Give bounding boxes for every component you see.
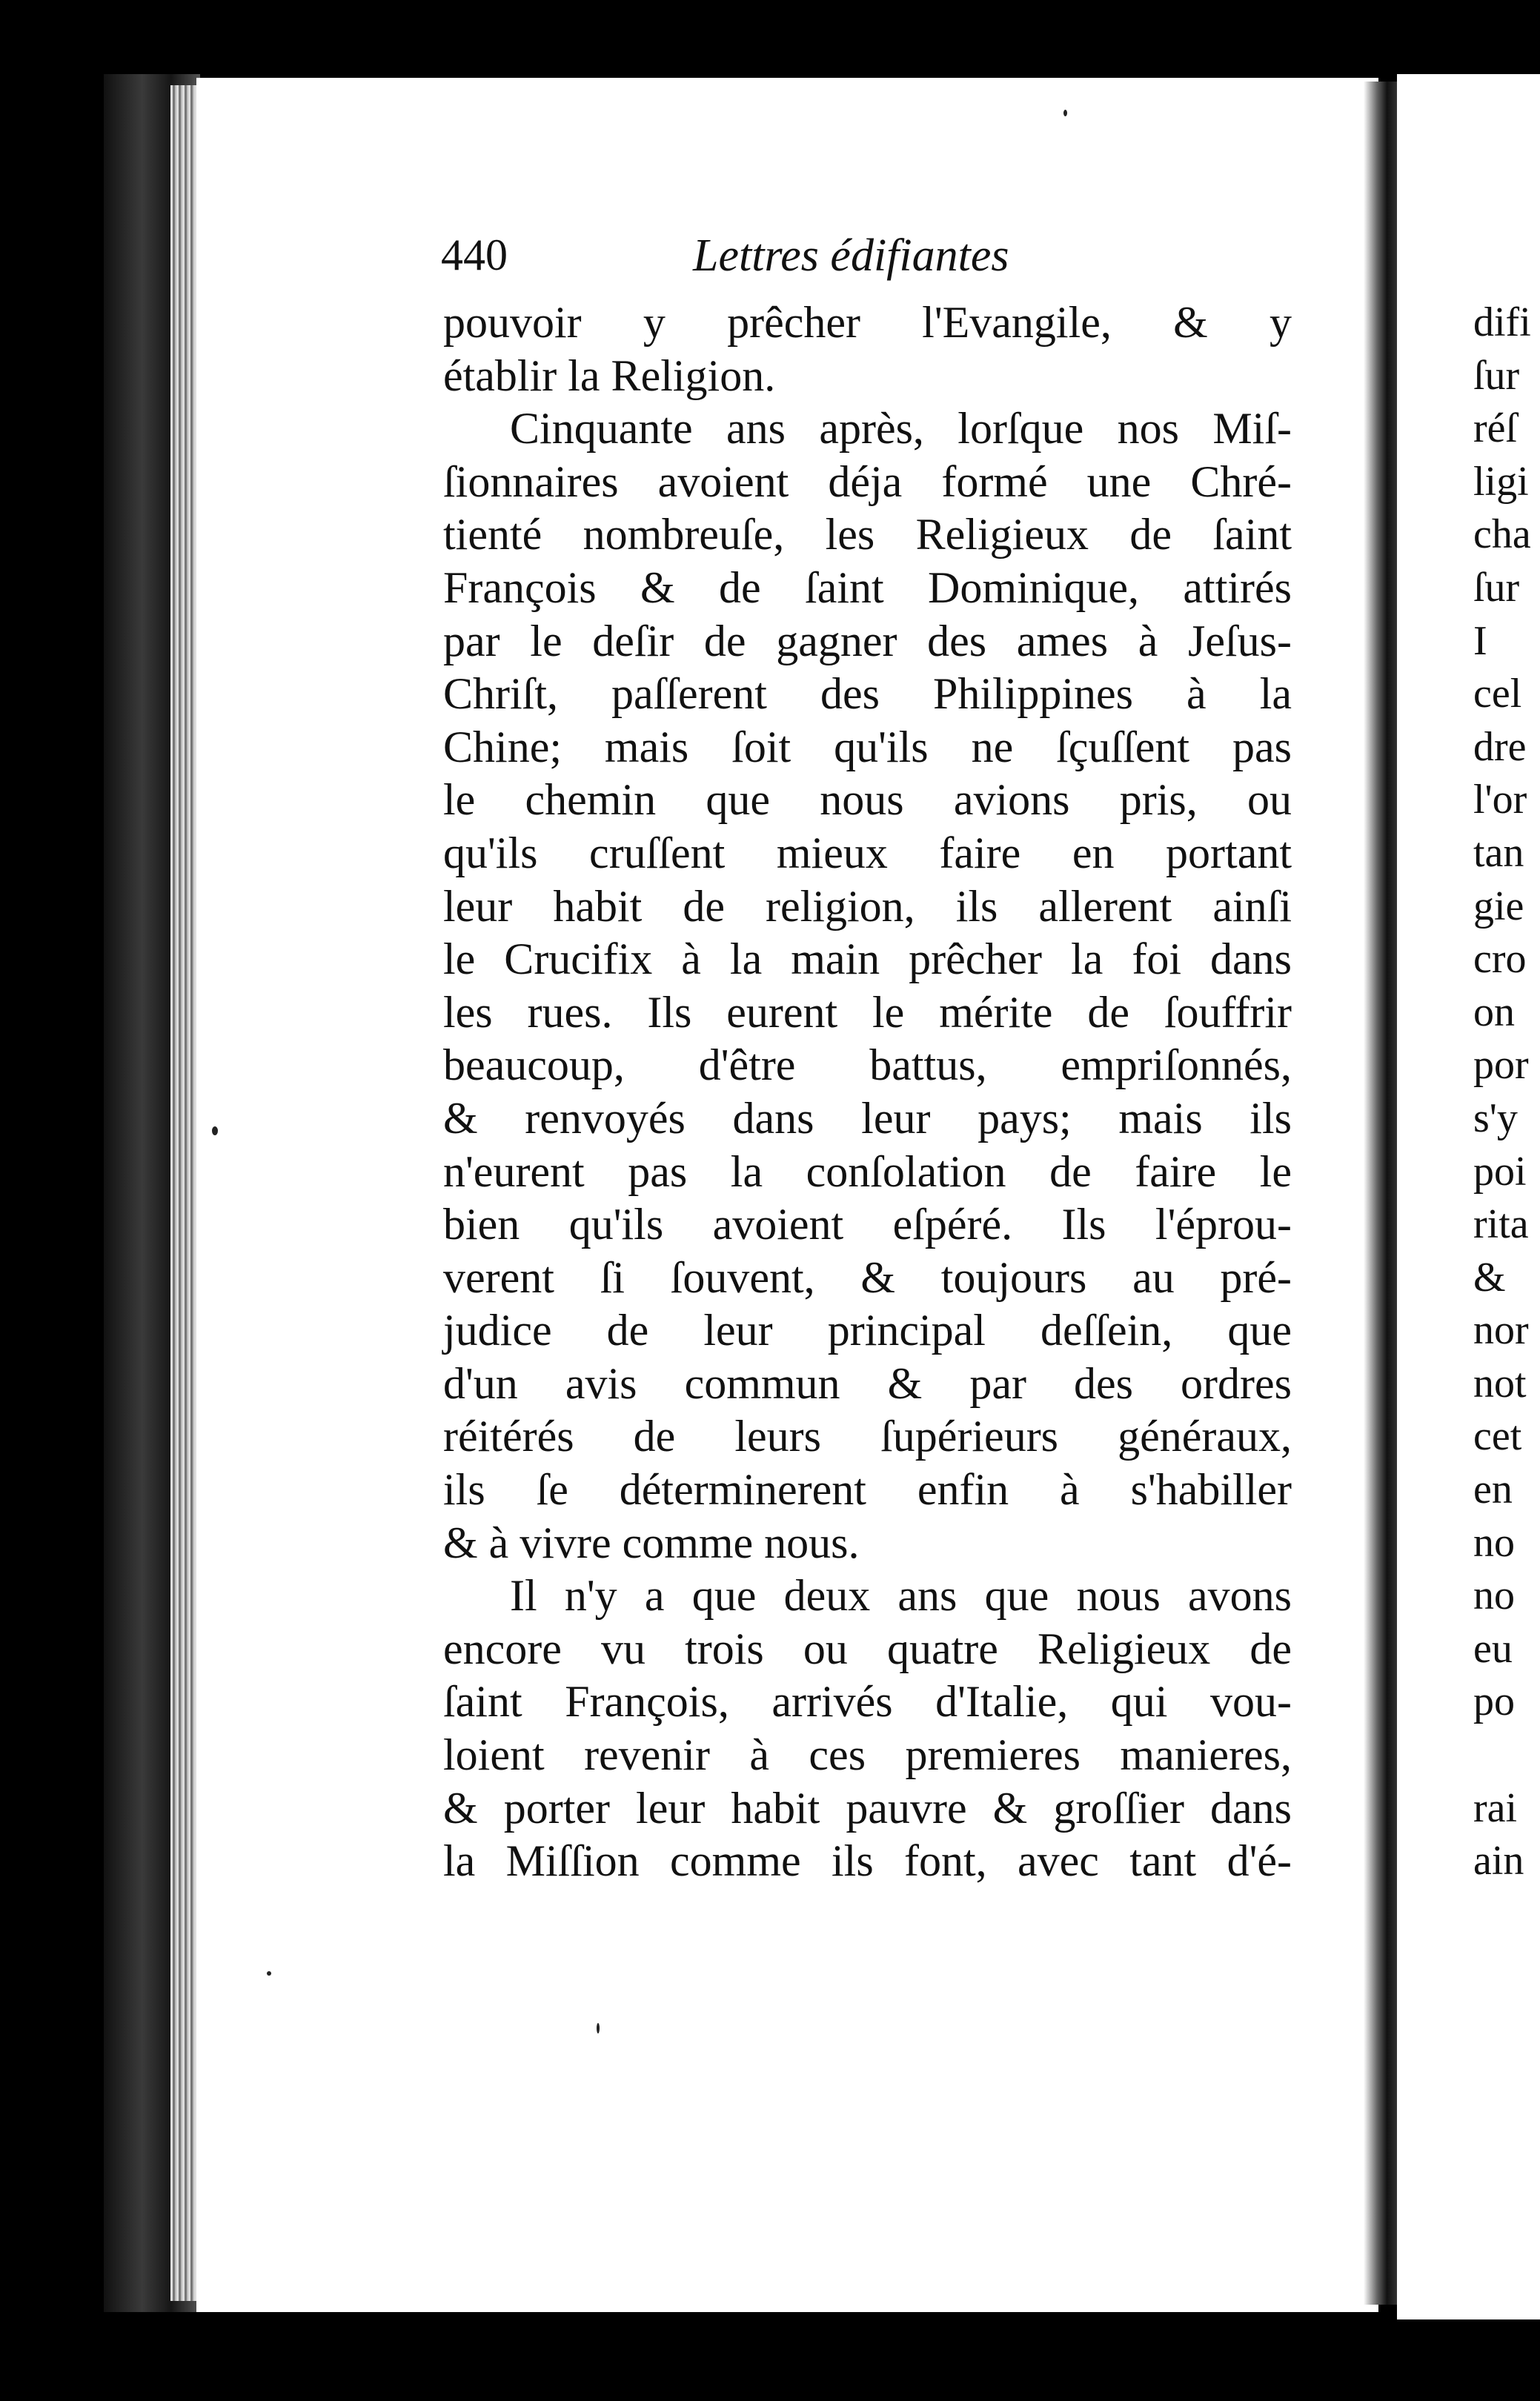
right-page-fragment: rai <box>1473 1784 1518 1831</box>
right-page-fragment: cel <box>1473 671 1522 717</box>
text-line: & à vivre comme nous. <box>443 1518 860 1567</box>
right-page-fragment: po <box>1473 1678 1515 1725</box>
right-page-fragment: difi <box>1473 299 1531 345</box>
right-page-fragment: no <box>1473 1519 1515 1566</box>
right-page-fragment: gie <box>1473 883 1524 929</box>
right-page-fragment: en <box>1473 1467 1513 1513</box>
text-line: les rues. Ils eurent le mérite de ſouffrir <box>443 987 1292 1037</box>
book-gutter <box>1364 82 1397 2305</box>
text-line: le Crucifix à la main prêcher la foi dans <box>443 934 1292 984</box>
text-line: réitérés de leurs ſupérieurs généraux, <box>443 1412 1292 1461</box>
text-line: leur habit de religion, ils allerent ainſi <box>443 881 1292 931</box>
page-edges <box>170 85 200 2301</box>
right-page-fragment: réſ <box>1473 405 1518 452</box>
body-text <box>443 296 1292 1888</box>
text-line: Chriſt, paſſerent des Philippines à la <box>443 669 1292 719</box>
right-page-fragment: ain <box>1473 1838 1524 1884</box>
right-page-fragment: not <box>1473 1360 1527 1407</box>
right-page-fragment: dre <box>1473 723 1527 770</box>
text-line: verent ſi ſouvent, & toujours au pré- <box>443 1252 1292 1302</box>
right-page-fragment: cro <box>1473 936 1527 983</box>
right-page-fragment <box>1473 1729 1540 1782</box>
text-line: Cinquante ans après, lorſque nos Miſ- <box>510 404 1292 454</box>
right-page-fragment: ſur <box>1473 564 1520 611</box>
running-title: Lettres édifiantes <box>693 230 1009 281</box>
text-line: Il n'y a que deux ans que nous avons <box>510 1571 1292 1621</box>
text-line: qu'ils cruſſent mieux faire en portant <box>443 828 1292 877</box>
text-line: n'eurent pas la conſolation de faire le <box>443 1146 1292 1196</box>
text-line: la Miſſion comme ils font, avec tant d'é- <box>443 1836 1292 1886</box>
text-line: d'un avis commun & par des ordres <box>443 1358 1292 1408</box>
text-line: ſionnaires avoient déja formé une Chré- <box>443 456 1292 506</box>
text-line: établir la Religion. <box>443 351 776 400</box>
text-line: tienté nombreuſe, les Religieux de ſaint <box>443 510 1292 559</box>
right-page-fragment: nor <box>1473 1307 1529 1354</box>
right-page-fragment: I <box>1473 617 1487 664</box>
ink-speck <box>267 1971 271 1976</box>
right-page-fragment: por <box>1473 1042 1529 1089</box>
text-line: beaucoup, d'être battus, empriſonnés, <box>443 1040 1292 1090</box>
right-page-fragment: s'y <box>1473 1095 1518 1141</box>
text-line: judice de leur principal deſſein, que <box>443 1306 1292 1355</box>
text-line: bien qu'ils avoient eſpéré. Ils l'éprou- <box>443 1200 1292 1249</box>
text-line: ils ſe déterminerent enfin à s'habiller <box>443 1465 1292 1515</box>
right-page-fragment: cha <box>1473 511 1531 558</box>
text-line: par le deſir de gagner des ames à Jeſus- <box>443 616 1292 665</box>
right-page-fragment: & <box>1473 1254 1506 1301</box>
right-page-fragment: ligi <box>1473 458 1529 505</box>
text-line: & renvoyés dans leur pays; mais ils <box>443 1093 1292 1143</box>
right-page-fragment: rita <box>1473 1201 1529 1248</box>
page-number: 440 <box>441 230 508 279</box>
text-line: ſaint François, arrivés d'Italie, qui vou- <box>443 1677 1292 1727</box>
right-page-fragment: eu <box>1473 1625 1513 1672</box>
text-line: loient revenir à ces premieres manieres, <box>443 1730 1292 1780</box>
running-head <box>441 230 1330 296</box>
text-line: François & de ſaint Dominique, attirés <box>443 562 1292 612</box>
text-line: pouvoir y prêcher l'Evangile, & y <box>443 298 1292 347</box>
right-page-fragment: poi <box>1473 1148 1527 1195</box>
text-line: le chemin que nous avions pris, ou <box>443 775 1292 825</box>
right-page-fragment: l'or <box>1473 777 1527 823</box>
right-page-text-fragments <box>1473 296 1540 1888</box>
ink-speck <box>597 2023 600 2033</box>
right-page-fragment: no <box>1473 1573 1515 1619</box>
right-page-fragment: on <box>1473 989 1515 1035</box>
text-line: encore vu trois ou quatre Religieux de <box>443 1624 1292 1673</box>
right-page-fragment: cet <box>1473 1413 1522 1460</box>
ink-speck <box>1063 110 1067 116</box>
text-line: & porter leur habit pauvre & groſſier dans <box>443 1783 1292 1833</box>
text-line: Chine; mais ſoit qu'ils ne ſçuſſent pas <box>443 722 1292 771</box>
ink-speck <box>212 1126 218 1135</box>
right-page-fragment: tan <box>1473 829 1524 876</box>
right-page-fragment: ſur <box>1473 352 1520 399</box>
